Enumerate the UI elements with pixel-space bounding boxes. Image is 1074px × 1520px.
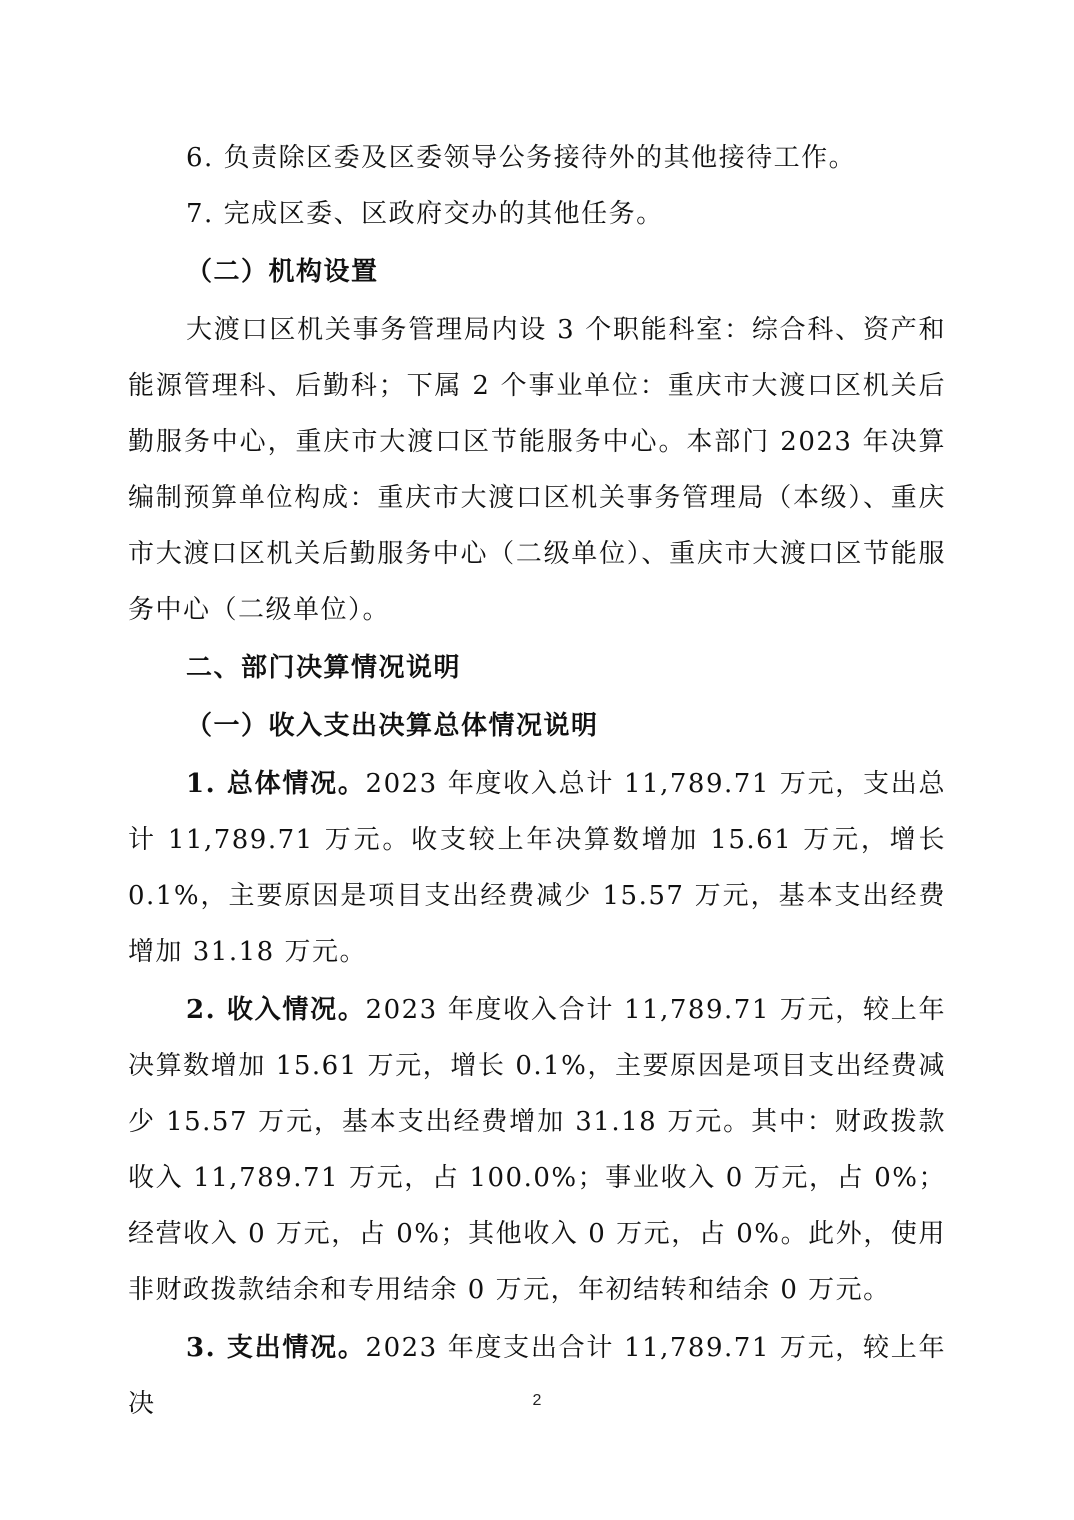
paragraph-overall [128, 756, 946, 980]
paragraph-income-text: 2023 年度收入合计 11,789.71 万元，较上年决算数增加 15.61 万元，增长 0.1%，主要原因是项目支出经费减少 15.57 万元，基本支出经费增加 31.18 万元。其中：财政拨款收入 11,789.71 万元，占 100.0%；事业收入 0 万元，占 0%；经营收入 0 万元，占 0%；其他收入 0 万元，占 0%。此外，使用非财政拨款结余和专用结余 0 万元，年初结转和结余 0 万元。 [128, 995, 946, 1305]
list-item-6: 6. 负责除区委及区委领导公务接待外的其他接待工作。 [186, 143, 857, 173]
section-heading-main: 二、部门决算情况说明 [186, 653, 462, 683]
section-heading-org: （二）机构设置 [186, 257, 379, 287]
paragraph-org: 大渡口区机关事务管理局内设 3 个职能科室：综合科、资产和能源管理科、后勤科；下属 2 个事业单位：重庆市大渡口区机关后勤服务中心，重庆市大渡口区节能服务中心。本部门 2023 年决算编制预算单位构成：重庆市大渡口区机关事务管理局（本级）、重庆市大渡口区机关后勤服务中心（二级单位）、重庆市大渡口区节能服务中心（二级单位）。 [128, 315, 946, 625]
paragraph-overall-text: 2023 年度收入总计 11,789.71 万元，支出总计 11,789.71 万元。收支较上年决算数增加 15.61 万元，增长 0.1%，主要原因是项目支出经费减少 15.57 万元，基本支出经费增加 31.18 万元。 [128, 769, 946, 967]
section-subheading-income-expense: （一）收入支出决算总体情况说明 [186, 711, 599, 741]
paragraph-expense-text: 2023 年度支出合计 11,789.71 万元，较上年决 [128, 1333, 946, 1419]
page-number: 2 [532, 1392, 542, 1409]
paragraph-expense [128, 1320, 946, 1432]
paragraph-overall-lead: 1. 总体情况。 [186, 769, 366, 799]
list-item-7: 7. 完成区委、区政府交办的其他任务。 [186, 199, 664, 229]
paragraph-expense-lead: 3. 支出情况。 [186, 1333, 366, 1363]
document-body [128, 130, 946, 1432]
paragraph-income [128, 982, 946, 1318]
paragraph-income-lead: 2. 收入情况。 [186, 995, 366, 1025]
